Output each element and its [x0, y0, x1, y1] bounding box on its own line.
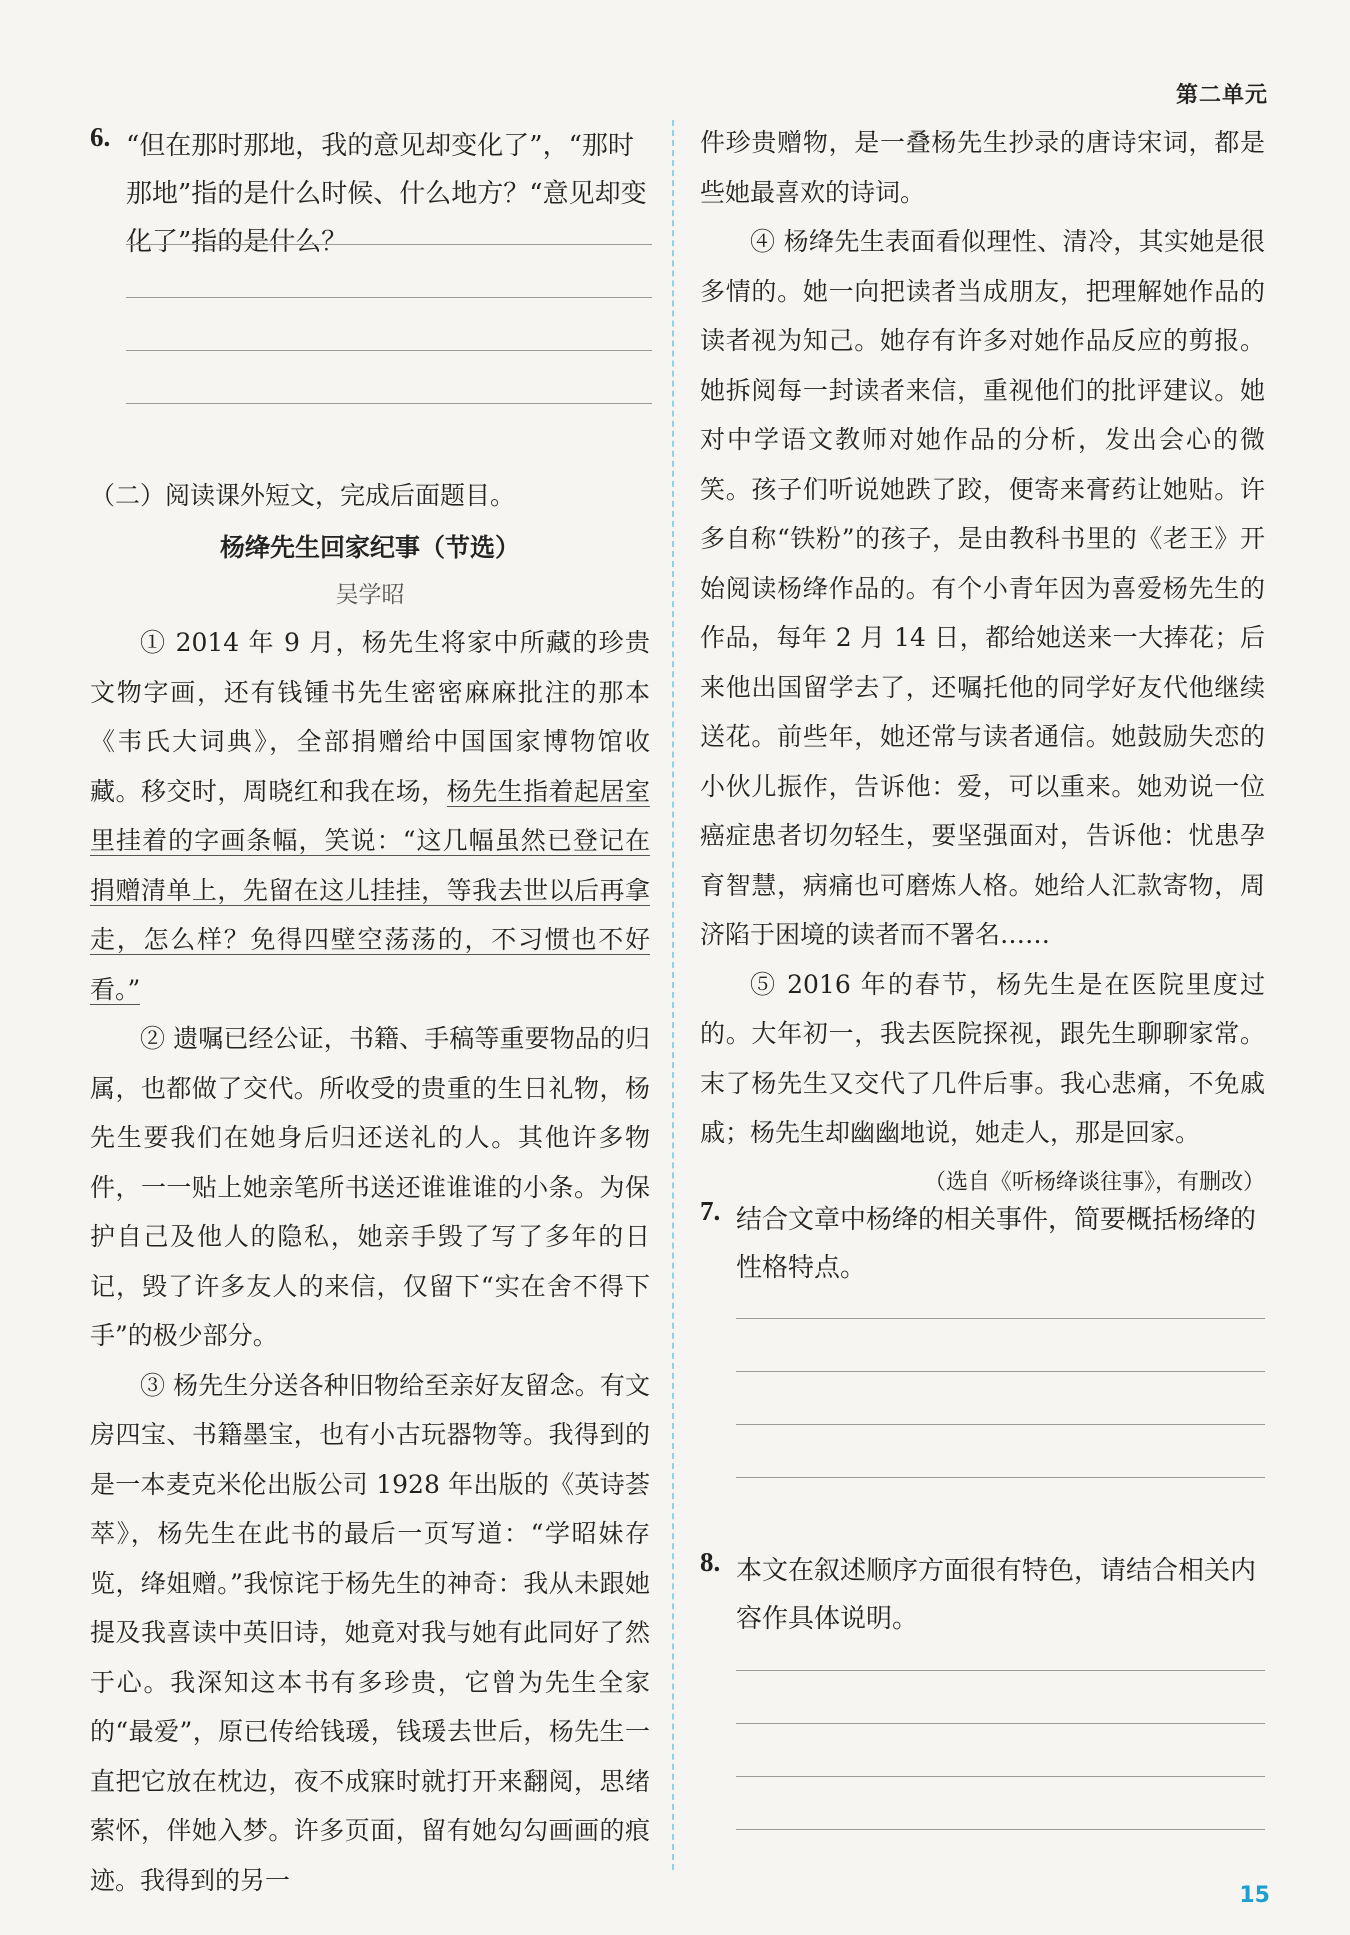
- paragraph-3-continued: 件珍贵赠物，是一叠杨先生抄录的唐诗宋词，都是些她最喜欢的诗词。: [700, 128, 1265, 207]
- underlined-sentence: 杨先生指着起居室里挂着的字画条幅，笑说：“这几幅虽然已登记在捐赠清单上，先留在这儿挂挂，等我去世以后再拿走，怎么样？免得四壁空荡荡的，不习惯也不好看。”: [90, 776, 650, 1004]
- paragraph-2: ② 遗嘱已经公证，书籍、手稿等重要物品的归属，也都做了交代。所收受的贵重的生日礼物，杨先生要我们在她身后归还送礼的人。其他许多物件，一一贴上她亲笔所书送还谁谁谁的小条。为保护自己及他人的隐私，她亲手毁了写了多年的日记，毁了许多友人的来信，仅留下“实在舍不得下手”的极少部分。: [90, 1024, 650, 1350]
- paragraph-1: ① 2014 年 9 月，杨先生将家中所藏的珍贵文物字画，还有钱锺书先生密密麻麻批注的那本《韦氏大词典》，全部捐赠给中国国家博物馆收藏。移交时，周晓红和我在场，杨先生指着起居室里挂着的字画条幅，笑说：“这几幅虽然已登记在捐赠清单上，先留在这儿挂挂，等我去世以后再拿走，怎么样？免得四壁空荡荡的，不习惯也不好看。”: [90, 628, 650, 1004]
- question-7-text: 结合文章中杨绛的相关事件，简要概括杨绛的性格特点。: [736, 1205, 1257, 1283]
- article-title: 杨绛先生回家纪事（节选）: [219, 533, 520, 562]
- paragraph-5: ⑤ 2016 年的春节，杨先生是在医院里度过的。大年初一，我去医院探视，跟先生聊聊家常。末了杨先生又交代了几件后事。我心悲痛，不免戚戚；杨先生却幽幽地说，她走人，那是回家。 （选自《听杨绛谈往事》，有删改）: [700, 960, 1265, 1158]
- article-author: 吴学昭: [335, 582, 405, 608]
- paragraph-4: ④ 杨绛先生表面看似理性、清冷，其实她是很多情的。她一向把读者当成朋友，把理解她作品的读者视为知己。她存有许多对她作品反应的剪报。她拆阅每一封读者来信，重视他们的批评建议。她对中学语文教师对她作品的分析，发出会心的微笑。孩子们听说她跌了跤，便寄来膏药让她贴。许多自称“铁粉”的孩子，是由教科书里的《老王》开始阅读杨绛作品的。有个小青年因为喜爱杨先生的作品，每年 2 月 14 日，都给她送来一大捧花；后来他出国留学去了，还嘱托他的同学好友代他继续送花。前些年，她还常与读者通信。她鼓励失恋的小伙儿振作，告诉他：爱，可以重来。她劝说一位癌症患者切勿轻生，要坚强面对，告诉他：忧患孕育智慧，病痛也可磨炼人格。她给人汇款寄物，周济陷于困境的读者而不署名……: [700, 227, 1265, 949]
- column-divider: [672, 120, 674, 1870]
- question-7-answer-lines[interactable]: [736, 1266, 1265, 1478]
- unit-header: 第二单元: [1175, 83, 1268, 108]
- question-8-answer-lines[interactable]: [736, 1618, 1265, 1830]
- article-right-body: [700, 118, 1265, 1207]
- question-6-number: 6.: [90, 122, 111, 152]
- question-8-number: 8.: [700, 1547, 721, 1577]
- question-6-answer-lines[interactable]: [126, 244, 652, 404]
- page-number: 15: [1239, 1883, 1270, 1908]
- question-8-text: 本文在叙述顺序方面很有特色，请结合相关内容作具体说明。: [736, 1556, 1257, 1634]
- section-label: （二）阅读课外短文，完成后面题目。: [90, 481, 516, 510]
- paragraph-3: ③ 杨先生分送各种旧物给至亲好友留念。有文房四宝、书籍墨宝，也有小古玩器物等。我得到的是一本麦克米伦出版公司 1928 年出版的《英诗荟萃》，杨先生在此书的最后一页写道：“学昭妹存览，绛姐赠。”我惊诧于杨先生的神奇：我从未跟她提及我喜读中英旧诗，她竟对我与她有此同好了然于心。我深知这本书有多珍贵，它曾为先生全家的“最爱”，原已传给钱瑗，钱瑗去世后，杨先生一直把它放在枕边，夜不成寐时就打开来翻阅，思绪萦怀，伴她入梦。许多页面，留有她勾勾画画的痕迹。我得到的另一: [90, 1370, 650, 1895]
- article-source: （选自《听杨绛谈往事》，有删改）: [923, 1169, 1265, 1195]
- article-left-body: [90, 618, 650, 1905]
- question-7-number: 7.: [700, 1196, 721, 1226]
- question-6-text: “但在那时那地，我的意见却变化了”，“那时那地”指的是什么时候、什么地方？“意见却变化了”指的是什么？: [126, 131, 647, 257]
